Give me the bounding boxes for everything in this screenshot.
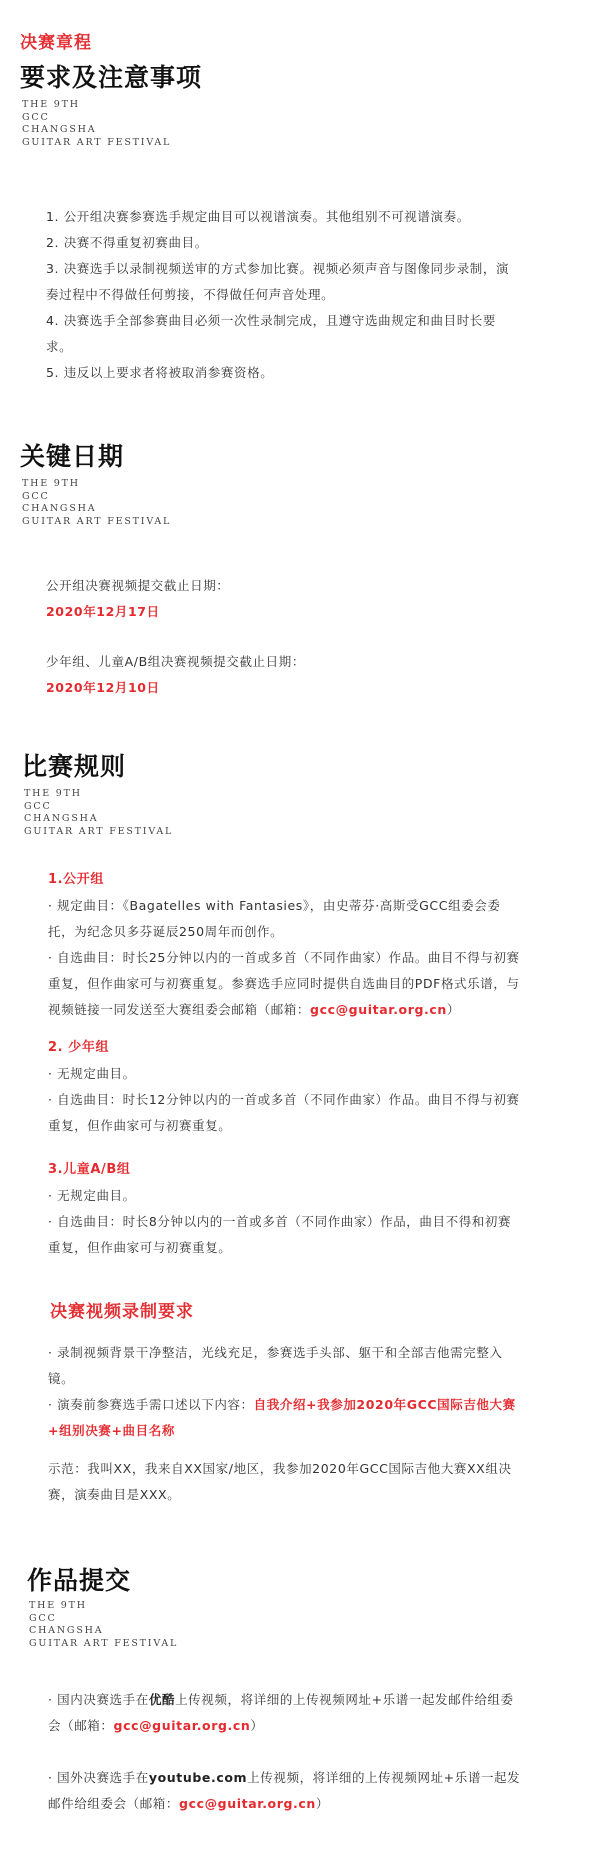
email-link[interactable]: gcc@guitar.org.cn bbox=[179, 1796, 316, 1811]
open-group-rules: 1.公开组 · 规定曲目：《Bagatelles with Fantasies》，由史蒂芬·高斯受GCC组委会委 托，为纪念贝多芬诞辰250周年而创作。 · 自选曲目：时长25分钟以内的一首或多首（不同作曲家）作品。曲目不得与初赛 重复，但作曲家可与初赛重复。参赛选手应同时提供自选曲目的PDF格式乐谱，与 视频链接一同发送至大赛组委会邮箱（邮箱：gcc@guitar.org.cn） bbox=[48, 867, 520, 1023]
email-link[interactable]: gcc@guitar.org.cn bbox=[113, 1718, 251, 1733]
requirement-line: 3. 决赛选手以录制视频送审的方式参加比赛。视频必须声音与图像同步录制，演 bbox=[46, 261, 510, 276]
video-requirements-title: 决赛视频录制要求 bbox=[50, 1302, 194, 1322]
page-label: 决赛章程 bbox=[20, 33, 92, 53]
youth-deadline-date: 2020年12月10日 bbox=[46, 680, 160, 695]
overseas-submission: · 国外决赛选手在youtube.com上传视频，将详细的上传视频网址+乐谱一起发 邮件给组委会（邮箱：gcc@guitar.org.cn） bbox=[48, 1770, 521, 1811]
requirement-line: 4. 决赛选手全部参赛曲目必须一次性录制完成，且遵守选曲规定和曲目时长要 bbox=[46, 313, 497, 328]
video-requirements: · 录制视频背景干净整洁，光线充足，参赛选手头部、躯干和全部吉他需完整入 镜。 · 演奏前参赛选手需口述以下内容：自我介绍+我参加2020年GCC国际吉他大赛 +组别决赛+曲目名称 bbox=[48, 1345, 516, 1438]
open-deadline-date: 2020年12月17日 bbox=[46, 604, 160, 619]
youth-group-title: 2. 少年组 bbox=[48, 1040, 110, 1055]
festival-subtitle: THE 9TH GCC CHANGSHA GUITAR ART FESTIVAL bbox=[22, 99, 172, 148]
requirement-line: 2. 决赛不得重复初赛曲目。 bbox=[46, 235, 208, 250]
requirement-line: 求。 bbox=[46, 339, 73, 354]
child-group-rules: 3.儿童A/B组 · 无规定曲目。 · 自选曲目：时长8分钟以内的一首或多首（不同作曲家）作品，曲目不得和初赛 重复，但作曲家可与初赛重复。 bbox=[48, 1157, 511, 1261]
festival-subtitle: THE 9TH GCC CHANGSHA GUITAR ART FESTIVAL bbox=[29, 1600, 179, 1649]
email-link[interactable]: gcc@guitar.org.cn bbox=[310, 1002, 447, 1017]
requirement-line: 1. 公开组决赛参赛选手规定曲目可以视谱演奏。其他组别不可视谱演奏。 bbox=[46, 209, 470, 224]
rules-heading: 比赛规则 bbox=[22, 752, 127, 781]
open-deadline-label: 公开组决赛视频提交截止日期： bbox=[46, 578, 230, 593]
youth-deadline-label: 少年组、儿童A/B组决赛视频提交截止日期： bbox=[46, 654, 305, 669]
video-example: 示范：我叫XX，我来自XX国家/地区，我参加2020年GCC国际吉他大赛XX组决 赛，演奏曲目是XXX。 bbox=[48, 1461, 512, 1502]
youth-group-rules: 2. 少年组 · 无规定曲目。 · 自选曲目：时长12分钟以内的一首或多首（不同作曲家）作品。曲目不得与初赛 重复，但作曲家可与初赛重复。 bbox=[48, 1035, 520, 1139]
requirement-line: 5. 违反以上要求者将被取消参赛资格。 bbox=[46, 365, 274, 380]
requirements-list bbox=[46, 204, 509, 386]
festival-subtitle: THE 9TH GCC CHANGSHA GUITAR ART FESTIVAL bbox=[22, 478, 172, 527]
requirement-line: 奏过程中不得做任何剪接，不得做任何声音处理。 bbox=[46, 287, 335, 302]
open-group-title: 1.公开组 bbox=[48, 872, 104, 887]
domestic-submission: · 国内决赛选手在优酷上传视频，将详细的上传视频网址+乐谱一起发邮件给组委 会（邮箱：gcc@guitar.org.cn） bbox=[48, 1692, 514, 1733]
requirements-heading: 要求及注意事项 bbox=[20, 63, 203, 92]
festival-subtitle: THE 9TH GCC CHANGSHA GUITAR ART FESTIVAL bbox=[24, 788, 174, 837]
dates-heading: 关键日期 bbox=[20, 442, 125, 471]
child-group-title: 3.儿童A/B组 bbox=[48, 1162, 131, 1177]
submit-heading: 作品提交 bbox=[27, 1566, 132, 1595]
